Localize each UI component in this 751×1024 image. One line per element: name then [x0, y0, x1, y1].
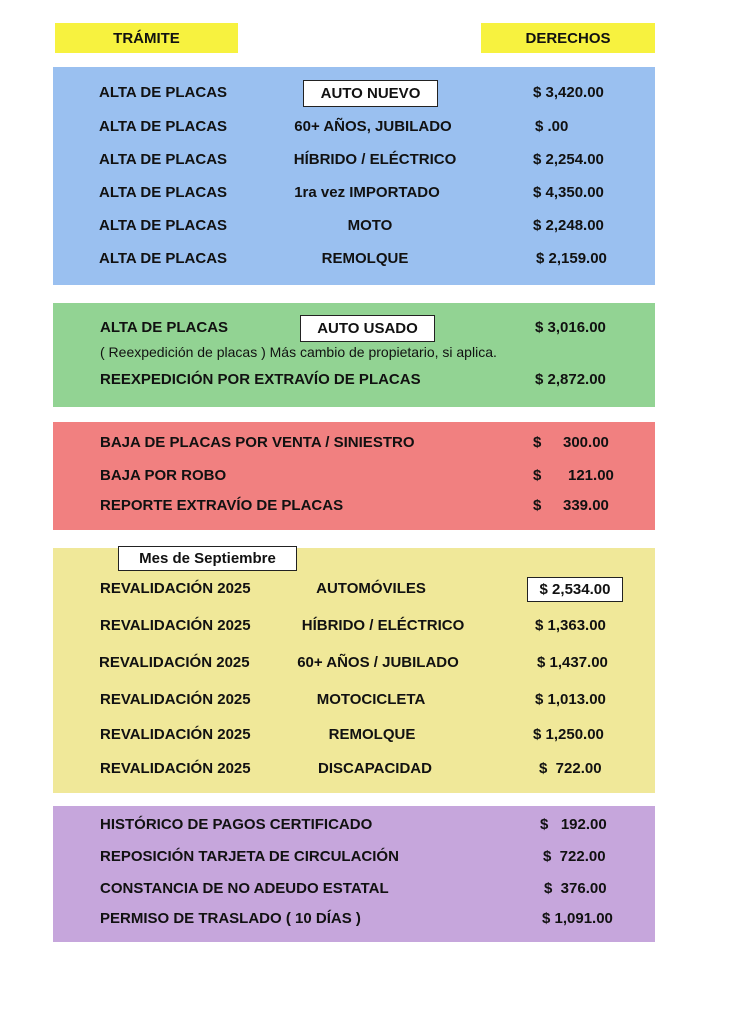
badge-auto-nuevo: [303, 80, 438, 107]
row-tramite: ALTA DE PLACAS: [99, 84, 228, 101]
row-monto: $ 2,248.00: [533, 217, 604, 234]
row-tramite: REVALIDACIÓN 2025: [99, 654, 250, 671]
row-monto: $ 2,159.00: [536, 250, 607, 267]
row-tipo: 1ra vez IMPORTADO: [294, 184, 440, 201]
row-monto: $ 1,091.00: [542, 910, 613, 927]
row-tramite: ALTA DE PLACAS: [99, 250, 228, 267]
row-tramite: REVALIDACIÓN 2025: [100, 726, 251, 743]
row-signo: $: [533, 467, 542, 484]
row-tramite: REEXPEDICIÓN POR EXTRAVÍO DE PLACAS: [100, 371, 421, 388]
row-tipo: HÍBRIDO / ELÉCTRICO: [301, 617, 465, 634]
row-tramite: ALTA DE PLACAS: [99, 217, 228, 234]
header-derechos: [481, 23, 655, 53]
row-monto: $ 2,254.00: [533, 151, 604, 168]
row-monto: $ 1,013.00: [535, 691, 606, 708]
row-tramite: BAJA DE PLACAS POR VENTA / SINIESTRO: [100, 434, 415, 451]
section-revalidacion: [53, 548, 655, 793]
row-tipo: AUTOMÓVILES: [316, 580, 426, 597]
section-auto-usado: [53, 303, 655, 407]
row-tramite: REPORTE EXTRAVÍO DE PLACAS: [100, 497, 344, 514]
monto-highlight-box: [527, 577, 623, 602]
row-monto: $ 3,420.00: [533, 84, 604, 101]
reexpedicion-note: ( Reexpedición de placas ) Más cambio de propietario, si aplica.: [100, 344, 497, 360]
badge-mes-septiembre-label: Mes de Septiembre: [139, 550, 276, 567]
row-tramite: BAJA POR ROBO: [100, 467, 227, 484]
row-monto: $ 2,534.00: [539, 581, 611, 598]
section-auto-nuevo: [53, 67, 655, 285]
row-tipo: DISCAPACIDAD: [318, 760, 432, 777]
row-tipo: REMOLQUE: [328, 726, 416, 743]
badge-auto-usado: [300, 315, 435, 342]
row-monto: 121.00: [568, 467, 614, 484]
header-tramite-label: TRÁMITE: [113, 29, 180, 47]
row-tramite: REPOSICIÓN TARJETA DE CIRCULACIÓN: [100, 848, 399, 865]
badge-auto-usado-label: AUTO USADO: [317, 320, 418, 337]
row-tramite: HISTÓRICO DE PAGOS CERTIFICADO: [100, 816, 373, 833]
row-tipo: 60+ AÑOS / JUBILADO: [297, 654, 459, 671]
row-monto: $ 722.00: [543, 848, 606, 865]
row-tramite: ALTA DE PLACAS: [99, 118, 228, 135]
row-monto: $ 4,350.00: [533, 184, 604, 201]
row-tipo: REMOLQUE: [321, 250, 409, 267]
row-tramite: REVALIDACIÓN 2025: [100, 760, 251, 777]
row-monto: 339.00: [563, 497, 609, 514]
row-tipo: 60+ AÑOS, JUBILADO: [294, 118, 452, 135]
header-derechos-label: DERECHOS: [525, 29, 611, 47]
row-monto: $ 1,437.00: [537, 654, 608, 671]
row-tramite: ALTA DE PLACAS: [99, 151, 228, 168]
row-tipo: MOTO: [347, 217, 393, 234]
row-tramite: REVALIDACIÓN 2025: [100, 580, 251, 597]
row-monto: $ .00: [535, 118, 569, 135]
section-otros: [53, 806, 655, 942]
row-monto: $ 376.00: [544, 880, 607, 897]
row-monto: $ 3,016.00: [535, 319, 606, 336]
row-signo: $: [533, 434, 542, 451]
row-tipo: MOTOCICLETA: [316, 691, 426, 708]
row-tramite: REVALIDACIÓN 2025: [100, 617, 251, 634]
row-monto: $ 1,250.00: [533, 726, 604, 743]
row-tramite: ALTA DE PLACAS: [100, 319, 229, 336]
row-signo: $: [533, 497, 542, 514]
section-bajas: [53, 422, 655, 530]
row-tramite: ALTA DE PLACAS: [99, 184, 228, 201]
row-monto: 300.00: [563, 434, 609, 451]
badge-auto-nuevo-label: AUTO NUEVO: [320, 85, 421, 102]
row-tramite: REVALIDACIÓN 2025: [100, 691, 251, 708]
row-tramite: PERMISO DE TRASLADO ( 10 DÍAS ): [100, 910, 361, 927]
row-monto: $ 722.00: [539, 760, 602, 777]
badge-mes-septiembre: [118, 546, 297, 571]
row-tramite: CONSTANCIA DE NO ADEUDO ESTATAL: [100, 880, 389, 897]
row-monto: $ 2,872.00: [535, 371, 606, 388]
row-monto: $ 1,363.00: [535, 617, 606, 634]
header-tramite: [55, 23, 238, 53]
row-monto: $ 192.00: [540, 816, 607, 833]
row-tipo: HÍBRIDO / ELÉCTRICO: [293, 151, 457, 168]
